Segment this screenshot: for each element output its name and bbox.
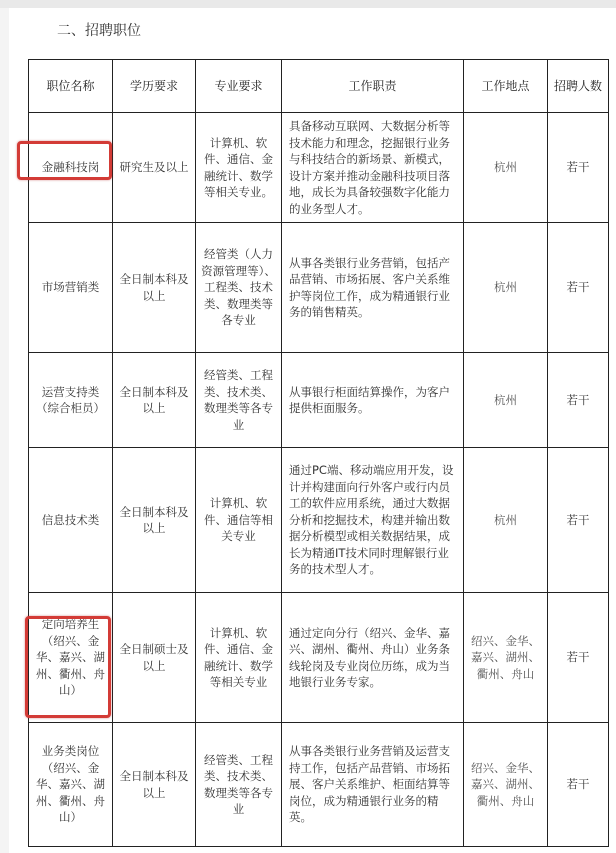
cell-location: 绍兴、金华、嘉兴、湖州、衢州、舟山 <box>464 593 548 723</box>
cell-duty: 具备移动互联网、大数据分析等技术能力和理念，挖掘银行业务与科技结合的新场景、新模式，设计方案并推动金融科技项目落地，成长为具备较强数字化能力的业务型人才。 <box>282 113 464 223</box>
cell-major: 计算机、软件、通信、金融统计、数学等相关专业 <box>196 593 282 723</box>
cell-count: 若干 <box>548 353 609 448</box>
top-bar <box>0 0 616 8</box>
positions-table <box>28 59 609 847</box>
cell-education: 全日制本科及以上 <box>113 723 196 847</box>
left-margin <box>0 8 9 853</box>
cell-position-name: 业务类岗位（绍兴、金华、嘉兴、湖州、衢州、舟山） <box>29 723 113 847</box>
cell-education: 研究生及以上 <box>113 113 196 223</box>
cell-position-name: 运营支持类（综合柜员） <box>29 353 113 448</box>
header-location: 工作地点 <box>464 60 548 113</box>
cell-major: 经管类（人力资源管理等）、工程类、技术类、数理类等各专业 <box>196 223 282 353</box>
cell-duty: 从事银行柜面结算操作，为客户提供柜面服务。 <box>282 353 464 448</box>
table-row <box>29 223 609 353</box>
cell-major: 计算机、软件、通信、金融统计、数学等相关专业。 <box>196 113 282 223</box>
cell-location: 杭州 <box>464 113 548 223</box>
section-title: 二、招聘职位 <box>57 23 141 39</box>
cell-duty: 从事各类银行业务营销及运营支持工作，包括产品营销、市场拓展、客户关系维护、柜面结算等岗位，成为精通银行业务的精英。 <box>282 723 464 847</box>
cell-location: 杭州 <box>464 353 548 448</box>
cell-major: 计算机、软件、通信等相关专业 <box>196 448 282 593</box>
header-count: 招聘人数 <box>548 60 609 113</box>
table-row <box>29 448 609 593</box>
cell-major: 经管类、工程类、技术类、数理类等各专业 <box>196 723 282 847</box>
cell-count: 若干 <box>548 448 609 593</box>
table-row <box>29 113 609 223</box>
cell-location: 杭州 <box>464 448 548 593</box>
table-row <box>29 353 609 448</box>
cell-count: 若干 <box>548 723 609 847</box>
cell-location: 杭州 <box>464 223 548 353</box>
cell-location: 绍兴、金华、嘉兴、湖州、衢州、舟山 <box>464 723 548 847</box>
cell-count: 若干 <box>548 593 609 723</box>
table-row <box>29 593 609 723</box>
table-row <box>29 723 609 847</box>
cell-duty: 通过定向分行（绍兴、金华、嘉兴、湖州、衢州、舟山）业务条线轮岗及专业岗位历练，成为当地银行业务专家。 <box>282 593 464 723</box>
cell-count: 若干 <box>548 223 609 353</box>
cell-education: 全日制硕士及以上 <box>113 593 196 723</box>
header-position-name: 职位名称 <box>29 60 113 113</box>
header-major: 专业要求 <box>196 60 282 113</box>
cell-position-name: 市场营销类 <box>29 223 113 353</box>
cell-major: 经管类、工程类、技术类、数理类等各专业 <box>196 353 282 448</box>
table-header-row <box>29 60 609 113</box>
cell-education: 全日制本科及以上 <box>113 448 196 593</box>
cell-education: 全日制本科及以上 <box>113 353 196 448</box>
cell-duty: 通过PC端、移动端应用开发，设计并构建面向行外客户或行内员工的软件应用系统，通过大数据分析和挖掘技术，构建并输出数据分析模型或相关数据结果，成长为精通IT技术同时理解银行业务的技术型人才。 <box>282 448 464 593</box>
header-duty: 工作职责 <box>282 60 464 113</box>
header-education: 学历要求 <box>113 60 196 113</box>
cell-position-name: 定向培养生（绍兴、金华、嘉兴、湖州、衢州、舟山） <box>29 593 113 723</box>
cell-position-name: 金融科技岗 <box>29 113 113 223</box>
cell-duty: 从事各类银行业务营销，包括产品营销、市场拓展、客户关系维护等岗位工作，成为精通银行业务的销售精英。 <box>282 223 464 353</box>
cell-count: 若干 <box>548 113 609 223</box>
cell-education: 全日制本科及以上 <box>113 223 196 353</box>
cell-position-name: 信息技术类 <box>29 448 113 593</box>
